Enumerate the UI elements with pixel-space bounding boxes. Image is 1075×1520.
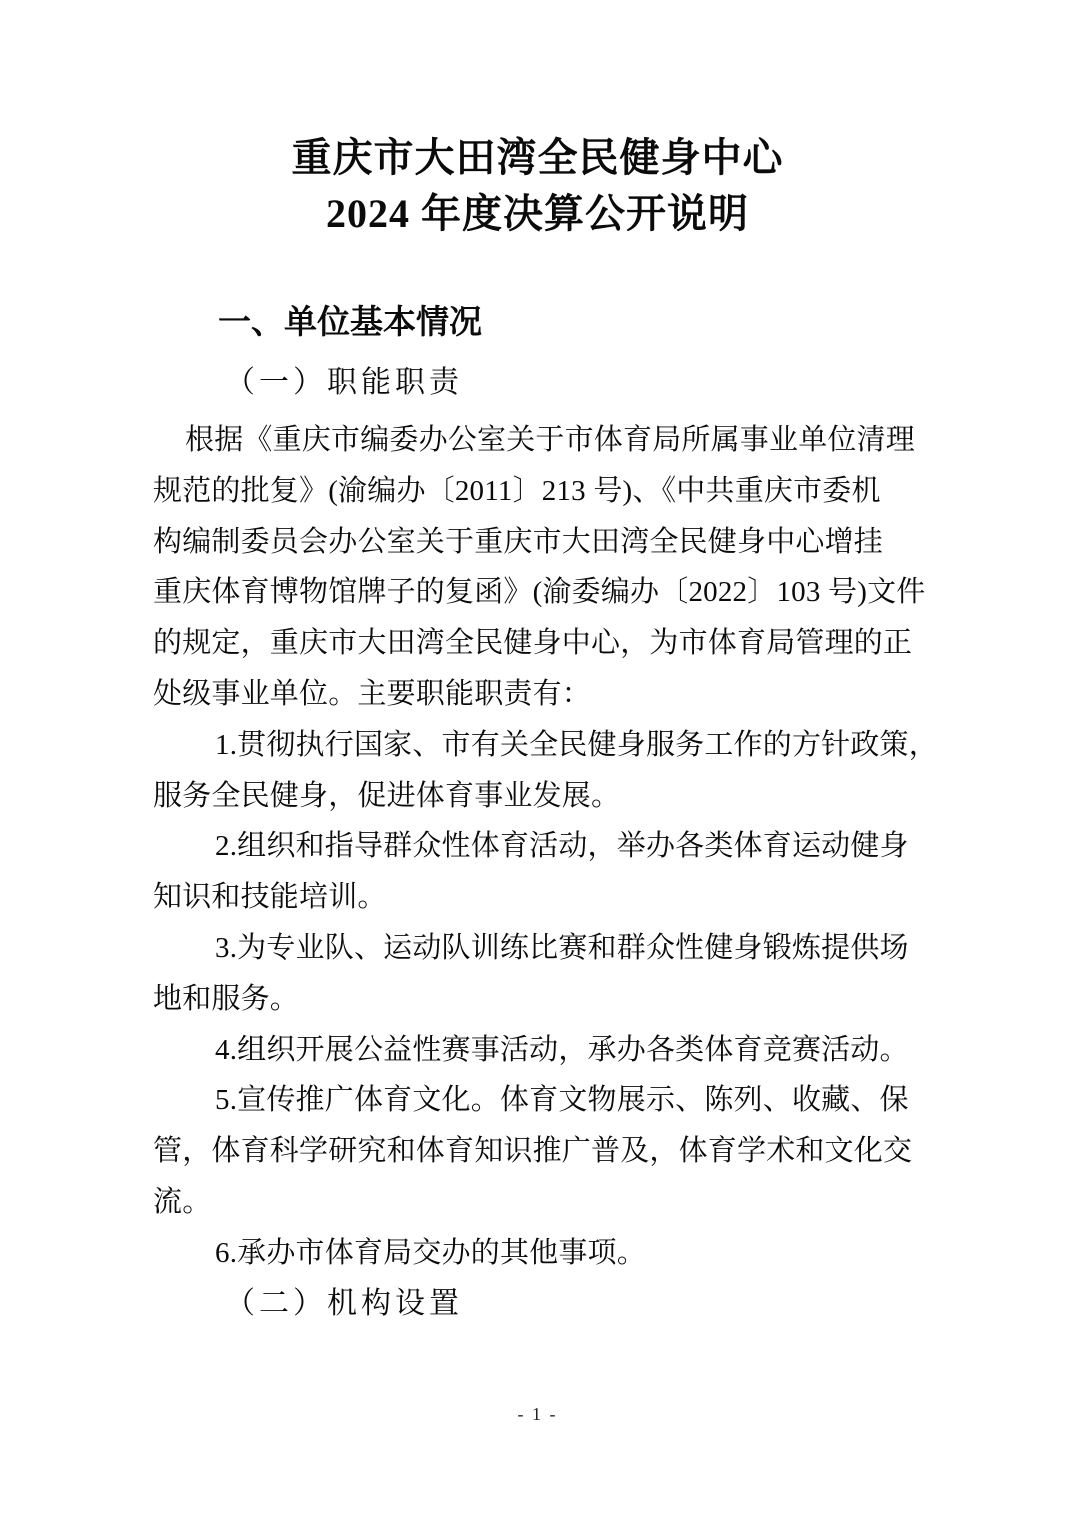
body-line: 处级事业单位。主要职能职责有：: [153, 677, 592, 710]
body-line: 规范的批复》(渝编办〔2011〕213 号)、《中共重庆市委机: [153, 474, 881, 507]
body-line: 2.组织和指导群众性体育活动，举办各类体育运动健身: [215, 830, 909, 863]
subsection2-heading: （二）机构设置: [225, 1286, 463, 1320]
document-body: [153, 415, 943, 1329]
body-line: 管，体育科学研究和体育知识推广普及，体育学术和文化交: [153, 1135, 913, 1168]
document-title-line1: 重庆市大田湾全民健身中心: [291, 135, 784, 180]
body-line: 3.为专业队、运动队训练比赛和群众性健身锻炼提供场: [215, 931, 909, 964]
body-line: 6.承办市体育局交办的其他事项。: [215, 1236, 646, 1269]
document-title-line2: 2024 年度决算公开说明: [326, 191, 749, 236]
body-line: 流。: [153, 1185, 212, 1218]
body-line: 5.宣传推广体育文化。体育文物展示、陈列、收藏、保: [215, 1084, 909, 1117]
subsection1-heading: （一）职能职责: [225, 366, 463, 399]
body-line: 1.贯彻执行国家、市有关全民健身服务工作的方针政策，: [215, 728, 938, 761]
body-line: 构编制委员会办公室关于重庆市大田湾全民健身中心增挂: [153, 525, 884, 558]
body-line: 地和服务。: [153, 982, 300, 1015]
document-title: [0, 130, 1075, 242]
body-line: 服务全民健身，促进体育事业发展。: [153, 779, 621, 812]
body-line: 重庆体育博物馆牌子的复函》(渝委编办〔2022〕103 号)文件: [153, 576, 926, 609]
body-line: 的规定，重庆市大田湾全民健身中心，为市体育局管理的正: [153, 627, 913, 660]
body-line: 根据《重庆市编委办公室关于市体育局所属事业单位清理: [185, 424, 916, 456]
body-line: 4.组织开展公益性赛事活动，承办各类体育竞赛活动。: [215, 1033, 909, 1066]
section-heading: 一、单位基本情况: [218, 303, 482, 340]
page-number: - 1 -: [517, 1404, 558, 1424]
body-line: 知识和技能培训。: [153, 881, 387, 914]
